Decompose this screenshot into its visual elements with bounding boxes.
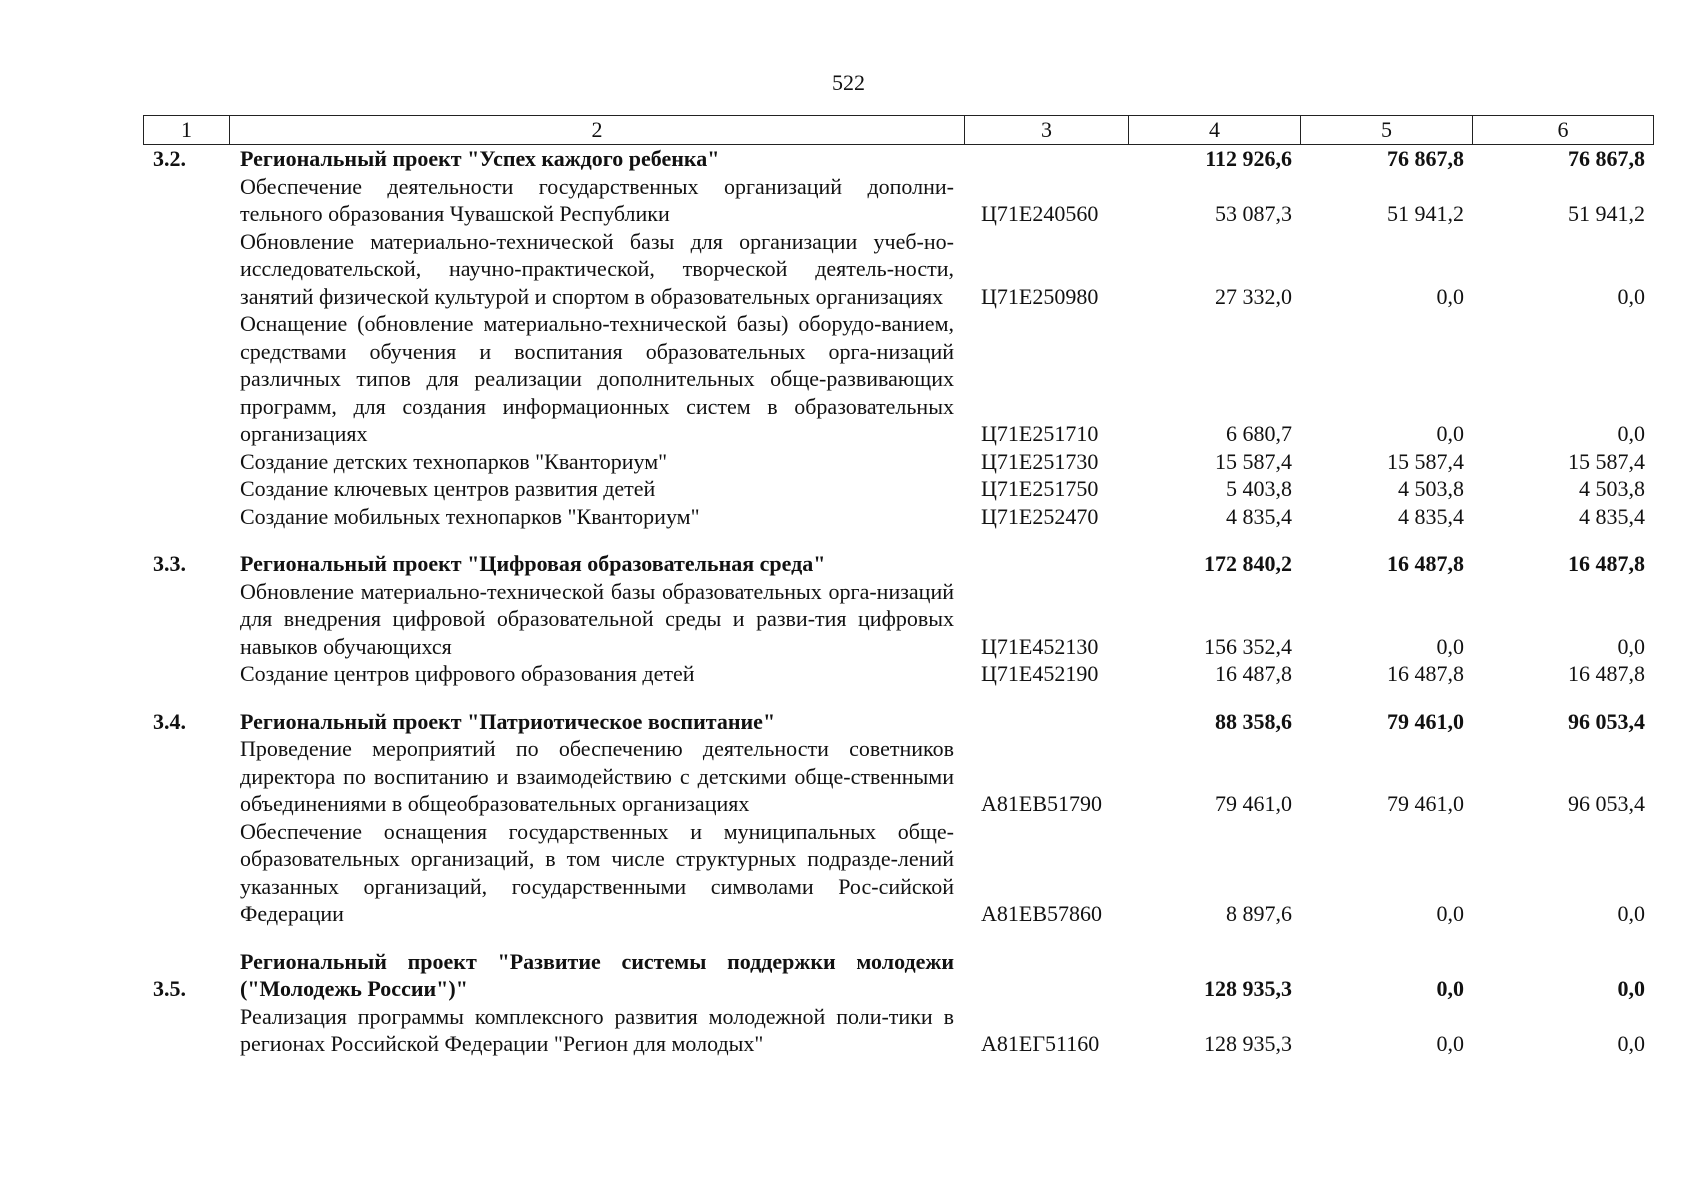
column-header-row — [143, 115, 1654, 145]
item-description: Создание детских технопарков "Кванториум" — [240, 448, 668, 474]
item-value-col6: 0,0 — [1617, 421, 1645, 446]
item-number — [143, 735, 229, 818]
project-row — [143, 948, 1653, 1003]
item-number — [143, 228, 229, 311]
item-code: Ц71Е240560 — [981, 201, 1099, 226]
item-value-col4: 53 087,3 — [1215, 201, 1292, 226]
item-description: Создание ключевых центров развития детей — [240, 476, 656, 501]
item-value-col6: 4 503,8 — [1579, 476, 1645, 501]
item-value-col4: 128 935,3 — [1204, 1031, 1292, 1056]
project-total-col6: 96 053,4 — [1568, 708, 1645, 734]
project-row — [143, 708, 1653, 736]
item-value-col5: 0,0 — [1436, 421, 1464, 446]
item-code: А81ЕВ51790 — [981, 791, 1102, 816]
project-total-col6: 76 867,8 — [1568, 146, 1645, 171]
item-number — [143, 310, 229, 448]
table-row — [143, 503, 1653, 531]
project-total-col5: 76 867,8 — [1387, 146, 1464, 171]
project-total-col4: 88 358,6 — [1215, 708, 1292, 734]
item-description: Реализация программы комплексного развития молодежной поли-тики в регионах Российской Федерации "Регион для молодых" — [240, 1003, 954, 1056]
project-total-col4: 112 926,6 — [1205, 146, 1292, 171]
item-value-col5: 79 461,0 — [1387, 791, 1464, 816]
item-value-col5: 0,0 — [1436, 1031, 1464, 1056]
item-value-col6: 16 487,8 — [1568, 661, 1645, 686]
spacer-cell — [143, 928, 1653, 948]
table-body — [143, 145, 1653, 1058]
column-header-3: 3 — [965, 116, 1129, 145]
item-value-col4: 15 587,4 — [1215, 448, 1292, 474]
item-value-col5: 16 487,8 — [1387, 661, 1464, 686]
project-total-col6: 16 487,8 — [1568, 551, 1645, 576]
column-header-4: 4 — [1129, 116, 1301, 145]
table-row — [143, 228, 1653, 311]
item-number — [143, 578, 229, 661]
item-code: Ц71Е251750 — [981, 476, 1099, 501]
item-description: Оснащение (обновление материально-технической базы) оборудо-ванием, средствами обучения и воспитания образовательных орга-низаций различных типов для реализации дополнительных обще-развивающих программ, для создания информационных систем в образовательных организациях — [240, 311, 954, 446]
item-number — [143, 503, 229, 531]
item-value-col4: 79 461,0 — [1215, 791, 1292, 816]
table-row — [143, 735, 1653, 818]
item-code: А81ЕВ57860 — [981, 901, 1102, 926]
project-title: Региональный проект "Развитие системы поддержки молодежи ("Молодежь России")" — [240, 948, 954, 1001]
item-value-col6: 4 835,4 — [1579, 503, 1645, 529]
item-value-col4: 156 352,4 — [1204, 633, 1292, 659]
item-number — [143, 448, 229, 476]
item-number — [143, 660, 229, 688]
spacer-cell — [143, 688, 1653, 708]
item-value-col6: 0,0 — [1617, 633, 1645, 659]
item-description: Обновление материально-технической базы образовательных орга-низаций для внедрения цифровой образовательной среды и разви-тия цифровых навыков обучающихся — [240, 578, 954, 659]
item-number — [143, 818, 229, 928]
item-code: Ц71Е251730 — [981, 448, 1099, 474]
table-row — [143, 818, 1653, 928]
table-row — [143, 660, 1653, 688]
section-number: 3.2. — [153, 146, 186, 171]
item-number — [143, 475, 229, 503]
item-description: Обновление материально-технической базы для организации учеб-но-исследовательской, научно-практической, творческой деятель-ности, занятий физической культурой и спортом в образовательных организациях — [240, 228, 954, 309]
item-value-col4: 5 403,8 — [1226, 476, 1292, 501]
project-code — [964, 708, 1128, 736]
item-description: Создание центров цифрового образования детей — [240, 661, 695, 686]
item-number — [143, 1003, 229, 1058]
item-value-col4: 16 487,8 — [1215, 661, 1292, 686]
item-description: Обеспечение деятельности государственных организаций дополни-тельного образования Чувашской Республики — [240, 173, 954, 226]
item-number — [143, 173, 229, 228]
project-title: Региональный проект "Цифровая образовательная среда" — [240, 551, 826, 576]
item-code: А81ЕГ51160 — [981, 1031, 1100, 1056]
item-code: Ц71Е452130 — [981, 633, 1099, 659]
project-total-col5: 79 461,0 — [1387, 708, 1464, 734]
item-code: Ц71Е250980 — [981, 283, 1099, 309]
item-value-col6: 0,0 — [1617, 901, 1645, 926]
project-total-col5: 0,0 — [1436, 976, 1464, 1001]
item-code: Ц71Е252470 — [981, 503, 1099, 529]
item-value-col4: 6 680,7 — [1226, 421, 1292, 446]
table-row — [143, 173, 1653, 228]
item-value-col4: 8 897,6 — [1226, 901, 1292, 926]
item-value-col5: 0,0 — [1436, 633, 1464, 659]
section-spacer — [143, 530, 1653, 550]
item-description: Создание мобильных технопарков "Кванториум" — [240, 503, 700, 529]
item-value-col5: 51 941,2 — [1387, 201, 1464, 226]
table-row — [143, 1003, 1653, 1058]
column-header-5: 5 — [1301, 116, 1473, 145]
item-code: Ц71Е251710 — [981, 421, 1099, 446]
table-row — [143, 448, 1653, 476]
item-value-col4: 27 332,0 — [1215, 283, 1292, 309]
project-total-col4: 128 935,3 — [1204, 976, 1292, 1001]
section-number: 3.5. — [153, 976, 186, 1001]
project-row — [143, 145, 1653, 173]
section-number: 3.4. — [153, 708, 186, 734]
item-value-col5: 4 503,8 — [1398, 476, 1464, 501]
column-header-1: 1 — [144, 116, 230, 145]
item-value-col5: 4 835,4 — [1398, 503, 1464, 529]
column-header-6: 6 — [1473, 116, 1654, 145]
project-total-col4: 172 840,2 — [1204, 551, 1292, 576]
item-value-col5: 0,0 — [1436, 901, 1464, 926]
page-number: 522 — [832, 70, 865, 95]
item-code: Ц71Е452190 — [981, 661, 1099, 686]
project-total-col5: 16 487,8 — [1387, 551, 1464, 576]
item-value-col4: 4 835,4 — [1226, 503, 1292, 529]
item-value-col6: 15 587,4 — [1568, 448, 1645, 474]
section-spacer — [143, 688, 1653, 708]
project-code — [964, 550, 1128, 578]
item-value-col5: 0,0 — [1436, 283, 1464, 309]
project-total-col6: 0,0 — [1617, 976, 1645, 1001]
item-value-col6: 0,0 — [1617, 283, 1645, 309]
item-description: Обеспечение оснащения государственных и муниципальных обще-образовательных организаций, в том числе структурных подразде-лений указанных организаций, государственными символами Рос-сийской Федерации — [240, 818, 954, 926]
project-code — [964, 145, 1128, 173]
project-title: Региональный проект "Патриотическое воспитание" — [240, 708, 776, 734]
column-header-2: 2 — [230, 116, 965, 145]
project-title: Региональный проект "Успех каждого ребенка" — [240, 146, 720, 171]
table-row — [143, 475, 1653, 503]
table-row — [143, 310, 1653, 448]
section-spacer — [143, 928, 1653, 948]
item-value-col5: 15 587,4 — [1387, 448, 1464, 474]
spacer-cell — [143, 530, 1653, 550]
budget-table — [143, 115, 1653, 1058]
project-row — [143, 550, 1653, 578]
item-value-col6: 96 053,4 — [1568, 791, 1645, 816]
table-row — [143, 578, 1653, 661]
section-number: 3.3. — [153, 551, 186, 576]
item-value-col6: 0,0 — [1617, 1031, 1645, 1056]
item-description: Проведение мероприятий по обеспечению деятельности советников директора по воспитанию и взаимодействию с детскими обще-ственными объединениями в общеобразовательных организациях — [240, 736, 954, 816]
item-value-col6: 51 941,2 — [1568, 201, 1645, 226]
project-code — [964, 948, 1128, 1003]
